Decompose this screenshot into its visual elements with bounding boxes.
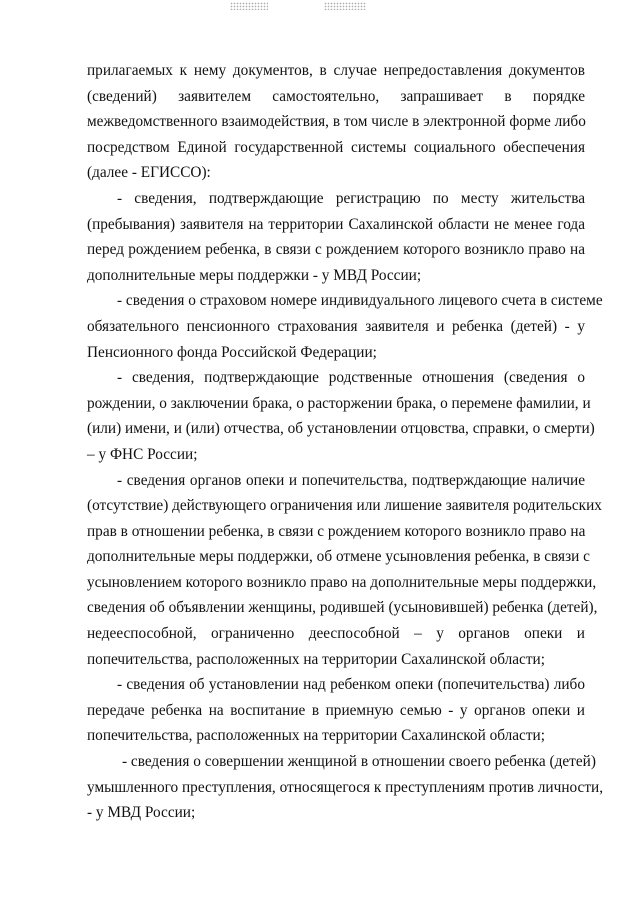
text-line: - сведения, подтверждающие регистрацию по месту жительства [117,189,585,207]
text-line: дополнительные меры поддержки - у МВД России; [87,266,422,284]
text-line: - сведения о страховом номере индивидуального лицевого счета в системе [117,292,603,310]
text-line: умышленного преступления, относящегося к преступлениям против личности, [87,778,604,796]
text-line: перед рождением ребенка, в связи с рождением которого возникло право на [87,241,585,259]
text-line: (или) имени, и (или) отчества, об установлении отцовства, справки, о смерти) [87,420,595,438]
text-line: обязательного пенсионного страхования заявителя и ребенка (детей) - у [87,317,585,335]
text-line: (отсутствие) действующего ограничения или лишение заявителя родительских [87,497,602,515]
text-line: межведомственного взаимодействия, в том числе в электронной форме либо [87,113,586,131]
text-line: (сведений) заявителем самостоятельно, запрашивает в порядке [87,87,585,105]
text-line: - у МВД России; [87,804,196,822]
paragraph-registration [87,186,585,288]
text-line: попечительства, расположенных на территории Сахалинской области; [87,727,545,745]
text-line: прав в отношении ребенка, в связи с рождением которого возникло право на [87,522,586,540]
text-line: посредством Единой государственной системы социального обеспечения [87,138,585,156]
text-line: (далее - ЕГИССО): [87,164,211,182]
text-line: - сведения органов опеки и попечительства, подтверждающие наличие [117,471,585,489]
text-line: попечительства, расположенных на территории Сахалинской области; [87,650,545,668]
text-line: недееспособной, ограниченно дееспособной – у органов опеки и [87,625,585,643]
text-line: Пенсионного фонда Российской Федерации; [87,343,377,361]
text-line: сведения об объявлении женщины, родившей (усыновившей) ребенка (детей), [87,599,598,617]
text-line: прилагаемых к нему документов, в случае непредоставления документов [87,62,585,79]
text-line: - сведения, подтверждающие родственные отношения (сведения о [117,369,585,387]
text-line: - сведения об установлении над ребенком опеки (попечительства) либо [117,676,585,694]
text-line: – у ФНС России; [87,445,198,463]
text-line: дополнительные меры поддержки, об отмене усыновления ребенка, в связи с [87,548,590,566]
document-body [87,58,604,826]
text-line: - сведения о совершении женщиной в отношении своего ребенка (детей) [122,753,596,771]
text-line: усыновлением которого возникло право на дополнительные меры поддержки, [87,573,597,591]
paragraph-insurance-number [87,288,603,365]
text-line: рождении, о заключении брака, о расторжении брака, о перемене фамилии, и [87,394,591,412]
paragraph-guardianship-authorities [87,468,602,673]
text-line: передаче ребенка на воспитание в приемную семью - у органов опеки и [87,701,585,719]
paragraph-custody [87,672,585,749]
scan-artifact [324,2,366,10]
text-line: (пребывания) заявителя на территории Сахалинской области не менее года [87,215,585,233]
scan-artifact [230,2,268,10]
paragraph-family-relations [87,365,595,467]
paragraph-crime [87,749,604,826]
paragraph-intro [87,58,585,186]
